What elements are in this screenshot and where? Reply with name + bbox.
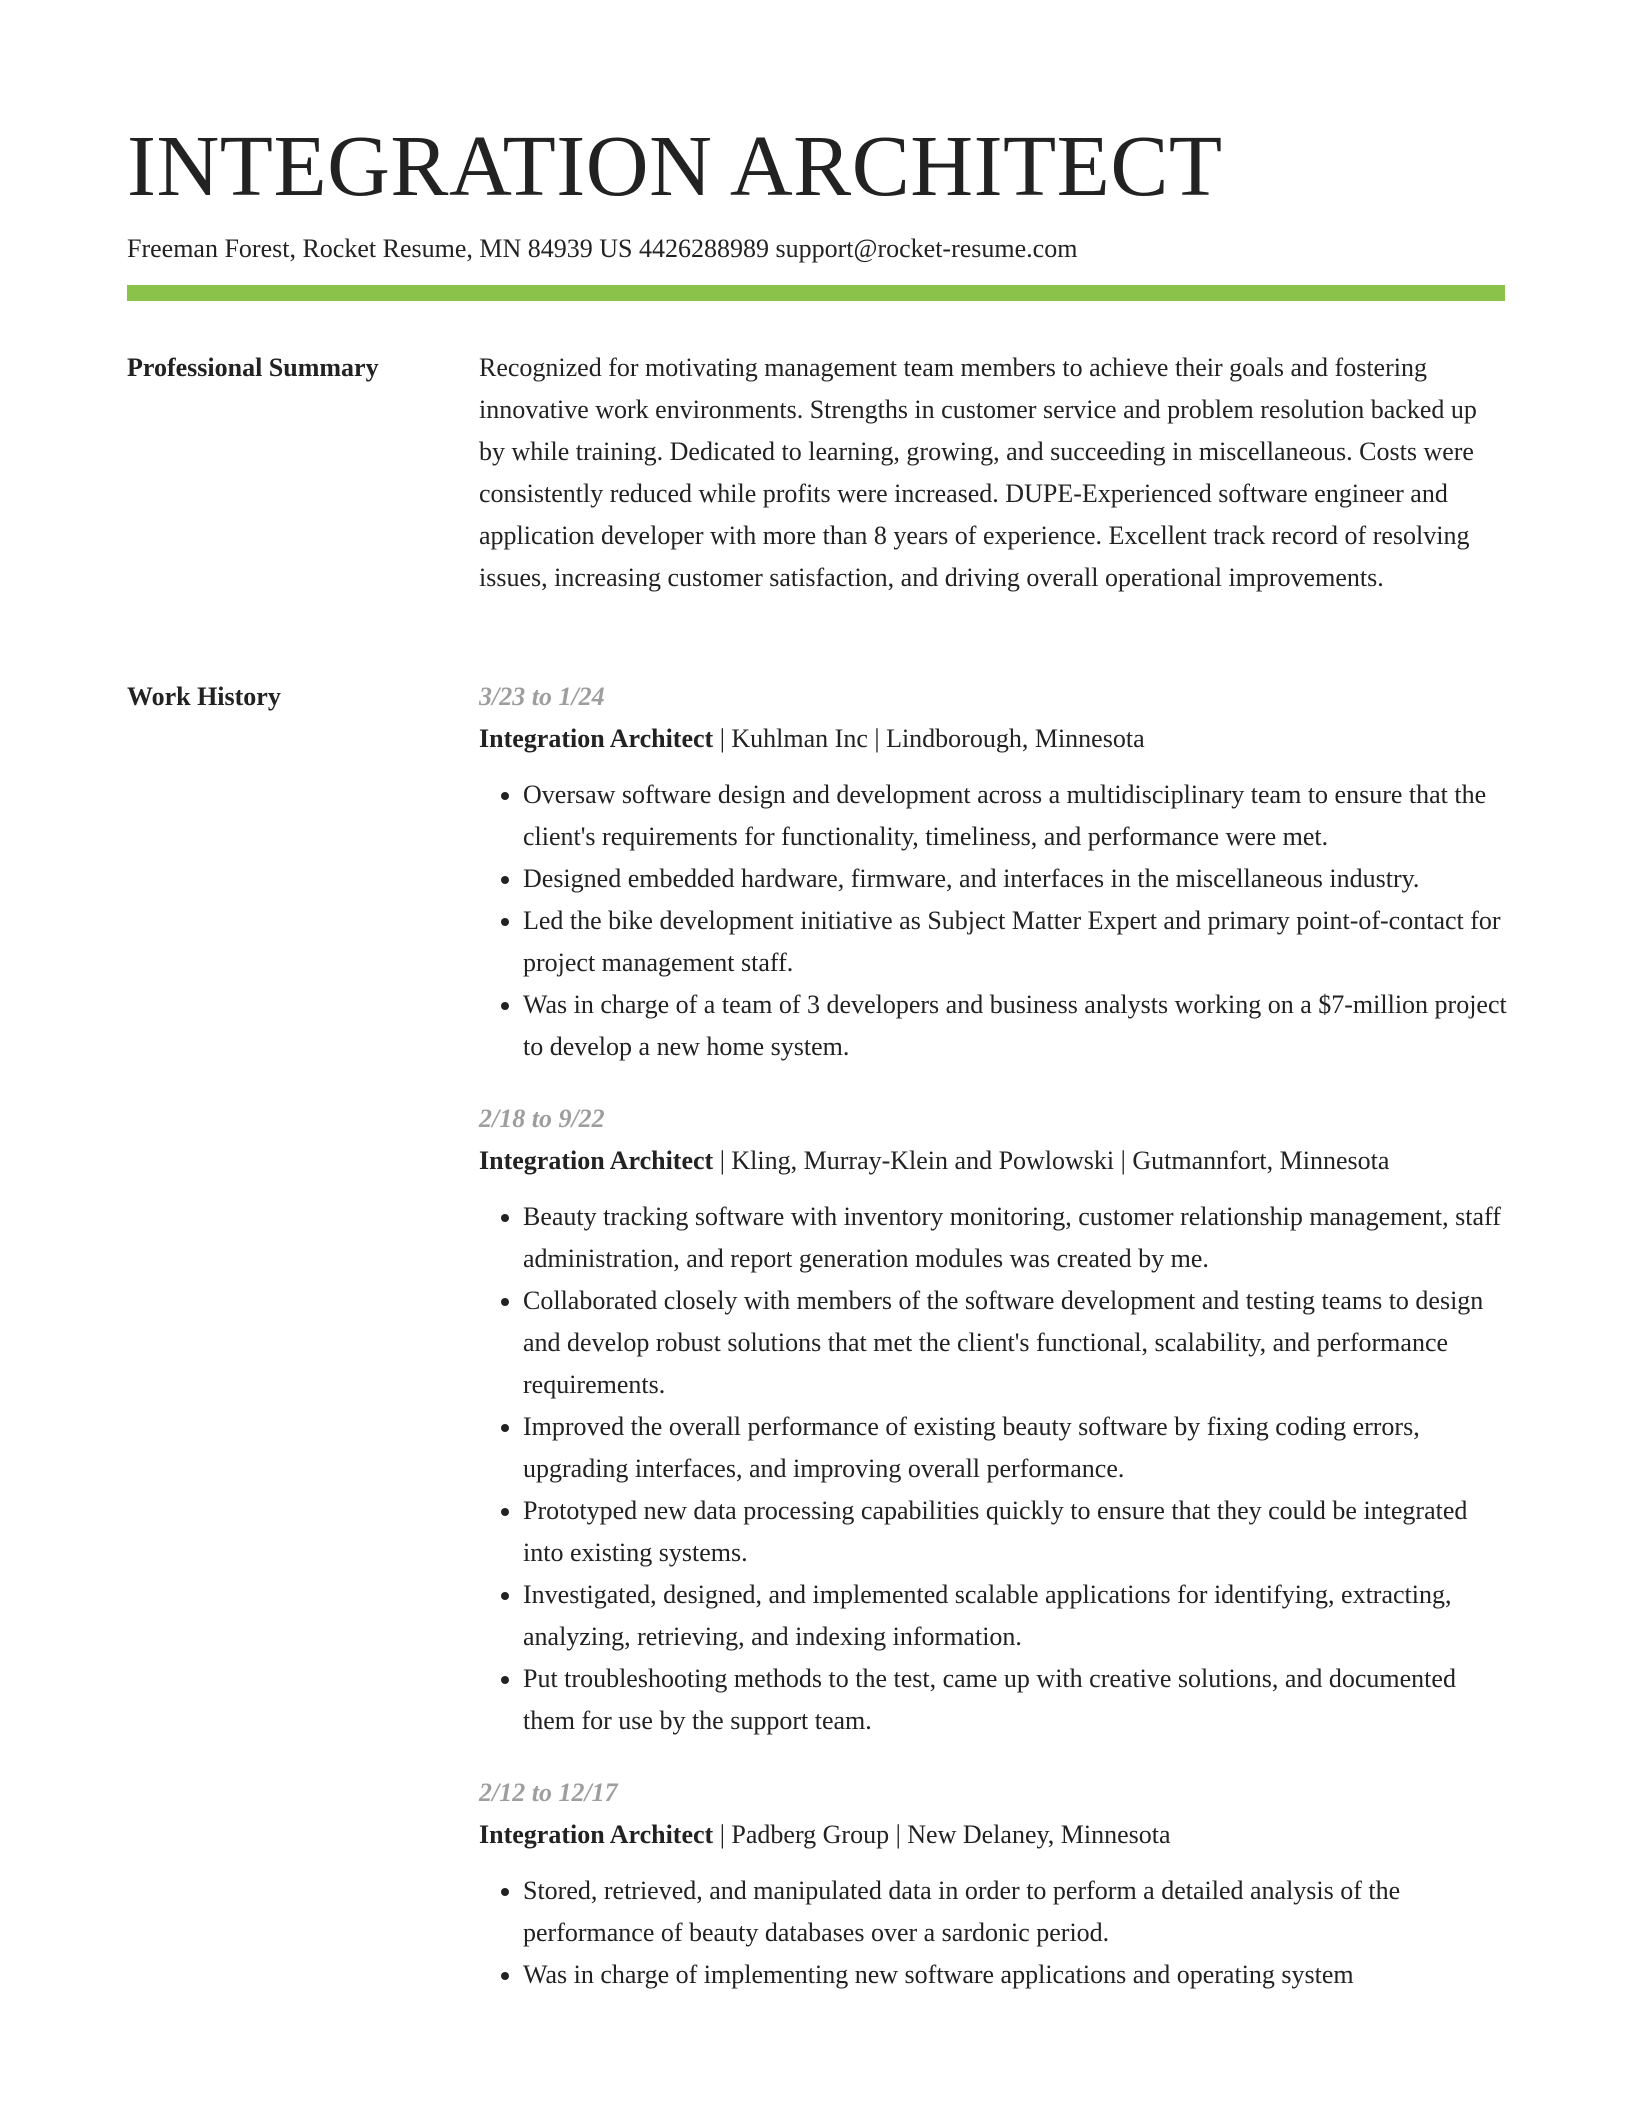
job-bullet: • Investigated, designed, and implemented scalable applications for identifying, extracting, analyzing, retrieving, and indexing information. — [523, 1574, 1507, 1658]
job-bullet: • Led the bike development initiative as Subject Matter Expert and primary point-of-contact for project management staff. — [523, 900, 1507, 984]
job-entry — [479, 1098, 1507, 1742]
job-bullet: • Oversaw software design and development across a multidisciplinary team to ensure that the client's requirements for functionality, timeliness, and performance were met. — [523, 774, 1507, 858]
header-divider — [127, 285, 1505, 301]
job-dates: 2/12 to 12/17 — [479, 1778, 618, 1807]
job-title: Integration Architect — [479, 1146, 714, 1175]
job-dates: 3/23 to 1/24 — [479, 682, 605, 711]
contact-line — [127, 231, 1077, 267]
job-details: | Kling, Murray-Klein and Powlowski | Gutmannfort, Minnesota — [713, 1146, 1390, 1175]
summary-section — [479, 347, 1507, 599]
page-title: INTEGRATION ARCHITECT — [127, 117, 1223, 214]
job-bullet: • Designed embedded hardware, firmware, and interfaces in the miscellaneous industry. — [523, 858, 1507, 900]
job-bullet: • Stored, retrieved, and manipulated data in order to perform a detailed analysis of the performance of beauty databases over a sardonic period. — [523, 1870, 1507, 1954]
job-entry — [479, 676, 1507, 1068]
contact-address: Freeman Forest, Rocket Resume, MN 84939 US — [127, 234, 633, 263]
job-bullets — [479, 1196, 1507, 1742]
job-bullet: • Beauty tracking software with inventory monitoring, customer relationship management, staff administration, and report generation modules was created by me. — [523, 1196, 1507, 1280]
job-title: Integration Architect — [479, 1820, 714, 1849]
job-bullet: • Improved the overall performance of existing beauty software by fixing coding errors, upgrading interfaces, and improving overall performance. — [523, 1406, 1507, 1490]
job-details: | Kuhlman Inc | Lindborough, Minnesota — [713, 724, 1145, 753]
contact-email: support@rocket-resume.com — [775, 234, 1078, 263]
job-heading — [479, 1140, 1507, 1182]
job-heading — [479, 718, 1507, 760]
job-bullet: • Was in charge of implementing new software applications and operating system — [523, 1954, 1507, 1996]
summary-text: Recognized for motivating management team members to achieve their goals and fostering innovative work environments. Strengths in customer service and problem resolution backed up by while training. Dedicated to learning, growing, and succeeding in miscellaneous. Costs were consistently reduced while profits were increased. DUPE-Experienced software engineer and application developer with more than 8 years of experience. Excellent track record of resolving issues, increasing customer satisfaction, and driving overall operational improvements. — [479, 353, 1477, 592]
work-history-section — [479, 676, 1507, 2026]
summary-heading: Professional Summary — [127, 353, 379, 382]
job-entry — [479, 1772, 1507, 1996]
job-bullet: • Collaborated closely with members of the software development and testing teams to design and develop robust solutions that met the client's functional, scalability, and performance requirements. — [523, 1280, 1507, 1406]
job-bullets — [479, 774, 1507, 1068]
job-dates: 2/18 to 9/22 — [479, 1104, 605, 1133]
work-history-heading: Work History — [127, 682, 281, 711]
job-details: | Padberg Group | New Delaney, Minnesota — [713, 1820, 1171, 1849]
job-bullet: • Put troubleshooting methods to the test, came up with creative solutions, and documented them for use by the support team. — [523, 1658, 1507, 1742]
job-heading — [479, 1814, 1507, 1856]
job-title: Integration Architect — [479, 724, 714, 753]
job-bullet: • Prototyped new data processing capabilities quickly to ensure that they could be integrated into existing systems. — [523, 1490, 1507, 1574]
contact-phone: 4426288989 — [639, 234, 770, 263]
job-bullets — [479, 1870, 1507, 1996]
job-bullet: • Was in charge of a team of 3 developers and business analysts working on a $7-million project to develop a new home system. — [523, 984, 1507, 1068]
